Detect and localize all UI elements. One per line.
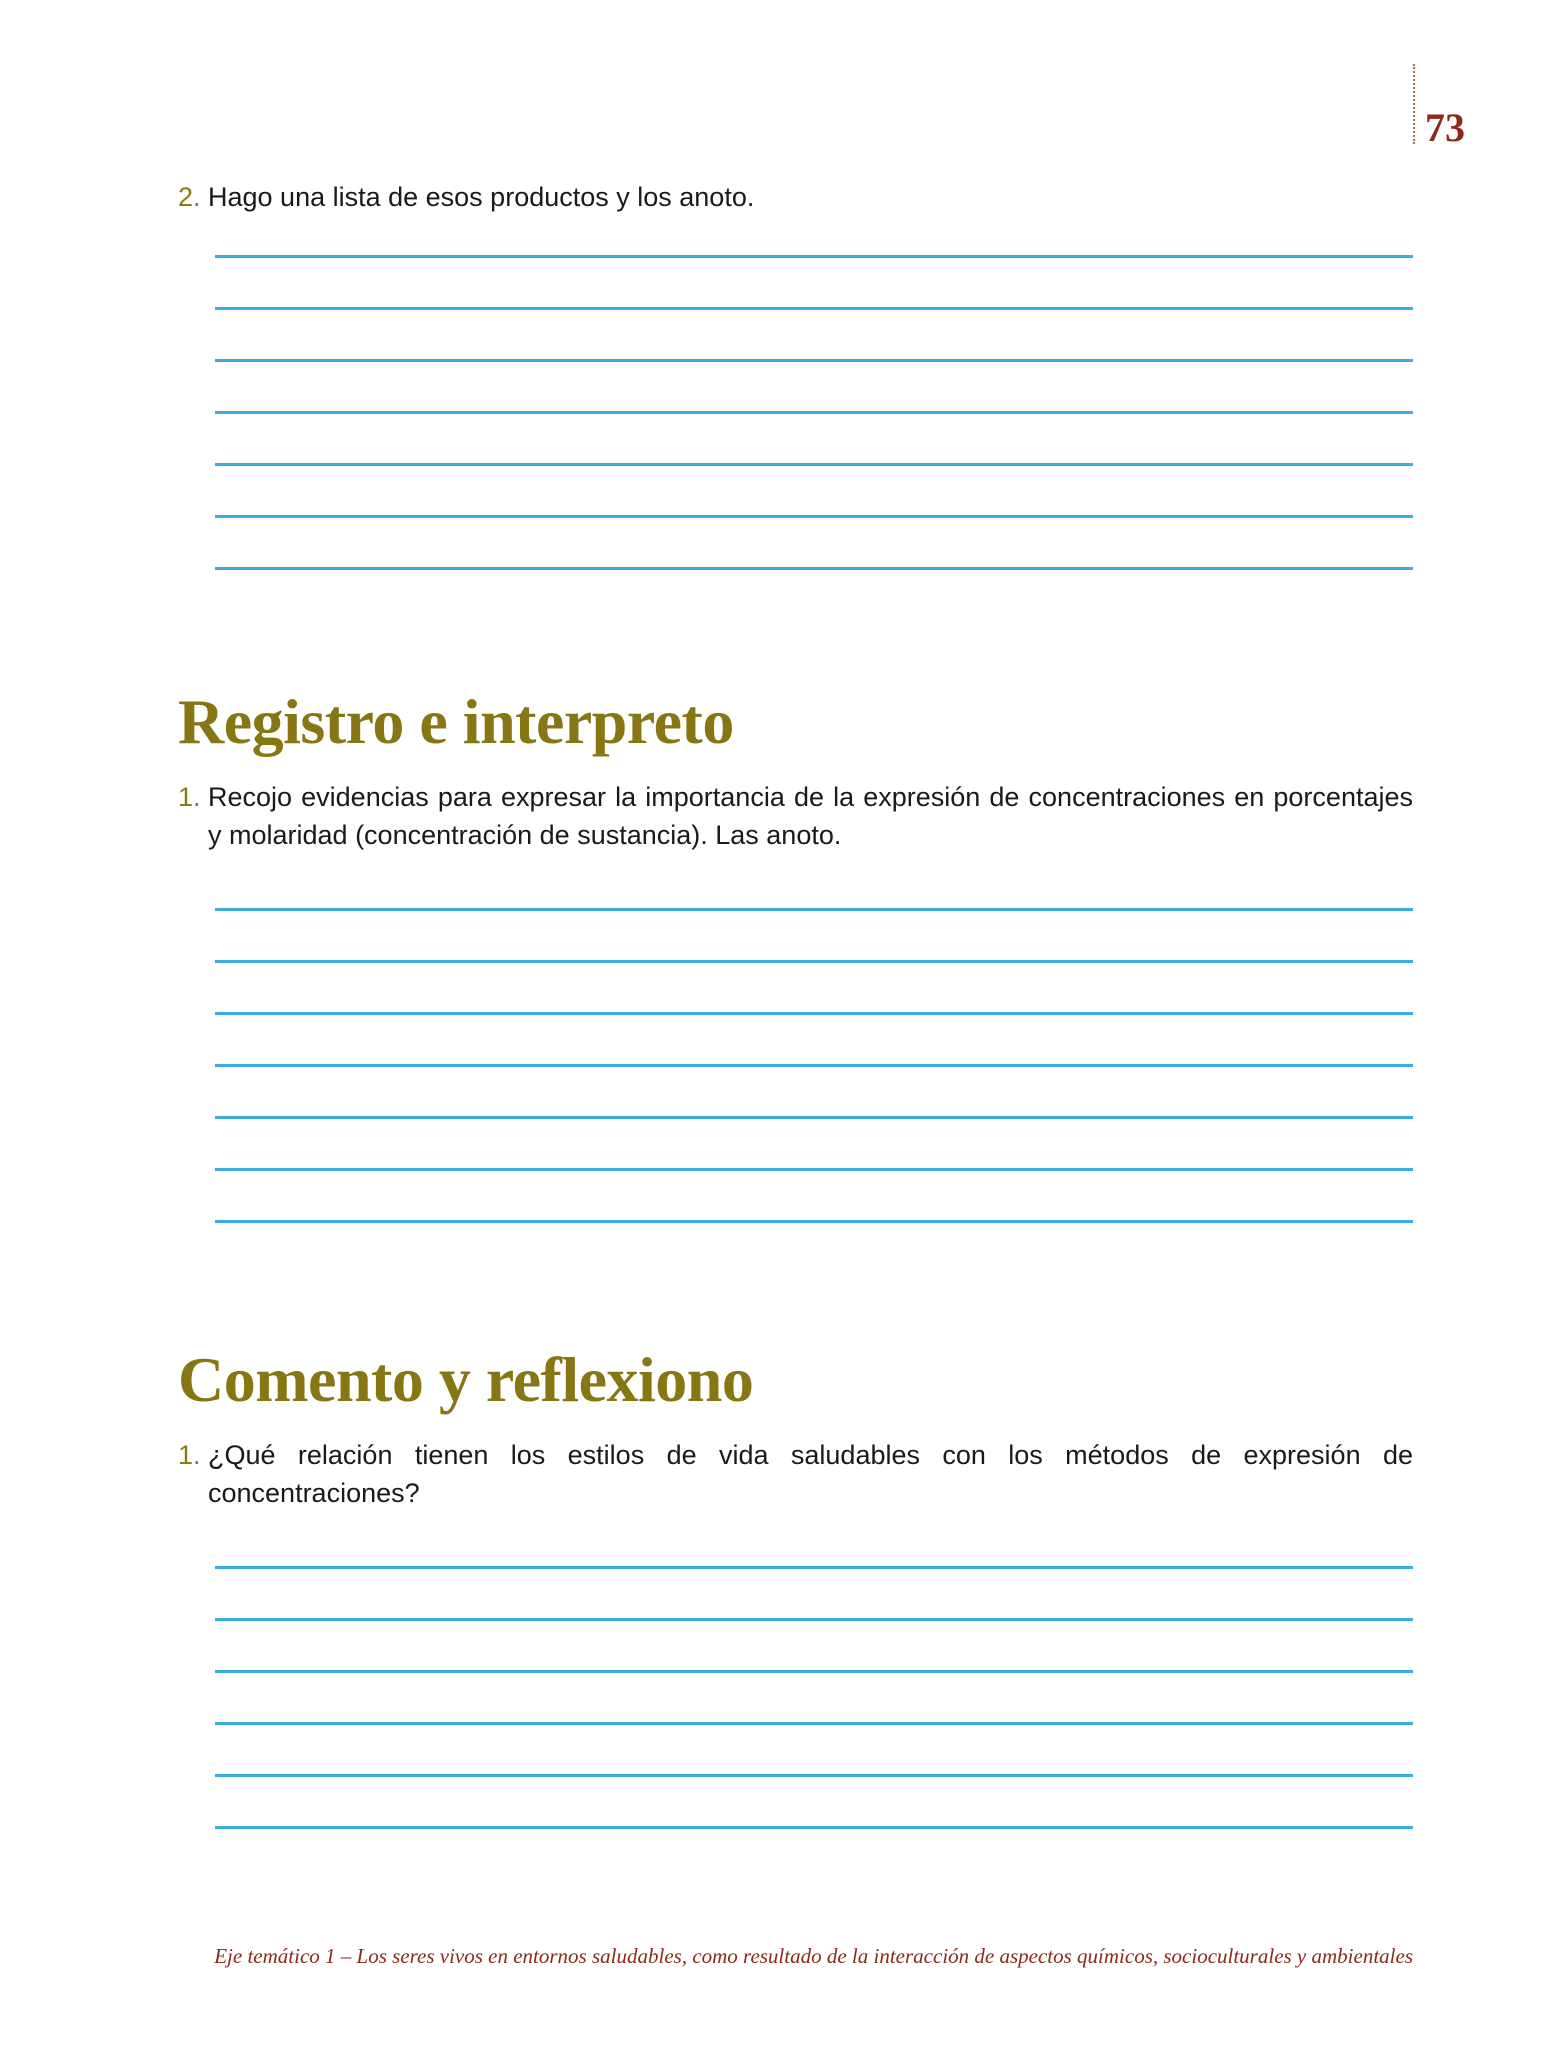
writing-line[interactable] xyxy=(215,255,1413,258)
writing-line[interactable] xyxy=(215,463,1413,466)
writing-line[interactable] xyxy=(215,1774,1413,1777)
page-number-box xyxy=(1413,64,1465,150)
writing-line[interactable] xyxy=(215,960,1413,963)
writing-line[interactable] xyxy=(215,1618,1413,1621)
answer-lines-comento[interactable] xyxy=(215,1566,1413,1878)
writing-line[interactable] xyxy=(215,908,1413,911)
question-number: 1. xyxy=(178,1440,201,1470)
writing-line[interactable] xyxy=(215,1826,1413,1829)
question-text: ¿Qué relación tienen los estilos de vida saludables con los métodos de expresión de concentraciones? xyxy=(208,1440,1413,1508)
section-title-comento: Comento y reflexiono xyxy=(178,1344,754,1415)
answer-lines-registro[interactable] xyxy=(215,908,1413,1272)
writing-line[interactable] xyxy=(215,1566,1413,1569)
question-text: Hago una lista de esos productos y los anoto. xyxy=(208,182,755,212)
writing-line[interactable] xyxy=(215,515,1413,518)
writing-line[interactable] xyxy=(215,567,1413,570)
question-number: 2. xyxy=(178,182,201,212)
question-products xyxy=(178,178,1413,216)
question-text: Recojo evidencias para expresar la importancia de la expresión de concentraciones en porcentajes y molaridad (concentración de sustancia). Las anoto. xyxy=(208,782,1413,850)
writing-line[interactable] xyxy=(215,307,1413,310)
section-title-registro: Registro e interpreto xyxy=(178,686,734,757)
question-number: 1. xyxy=(178,782,201,812)
writing-line[interactable] xyxy=(215,1220,1413,1223)
answer-lines-products[interactable] xyxy=(215,255,1413,619)
page-number: 73 xyxy=(1425,105,1465,150)
page-footer: Eje temático 1 – Los seres vivos en entornos saludables, como resultado de la interacción de aspectos químicos, socioculturales y ambientales xyxy=(214,1944,1413,1968)
writing-line[interactable] xyxy=(215,1116,1413,1119)
writing-line[interactable] xyxy=(215,1012,1413,1015)
writing-line[interactable] xyxy=(215,1722,1413,1725)
writing-line[interactable] xyxy=(215,359,1413,362)
writing-line[interactable] xyxy=(215,411,1413,414)
writing-line[interactable] xyxy=(215,1168,1413,1171)
question-comento xyxy=(178,1436,1413,1512)
question-registro xyxy=(178,778,1413,854)
writing-line[interactable] xyxy=(215,1670,1413,1673)
writing-line[interactable] xyxy=(215,1064,1413,1067)
